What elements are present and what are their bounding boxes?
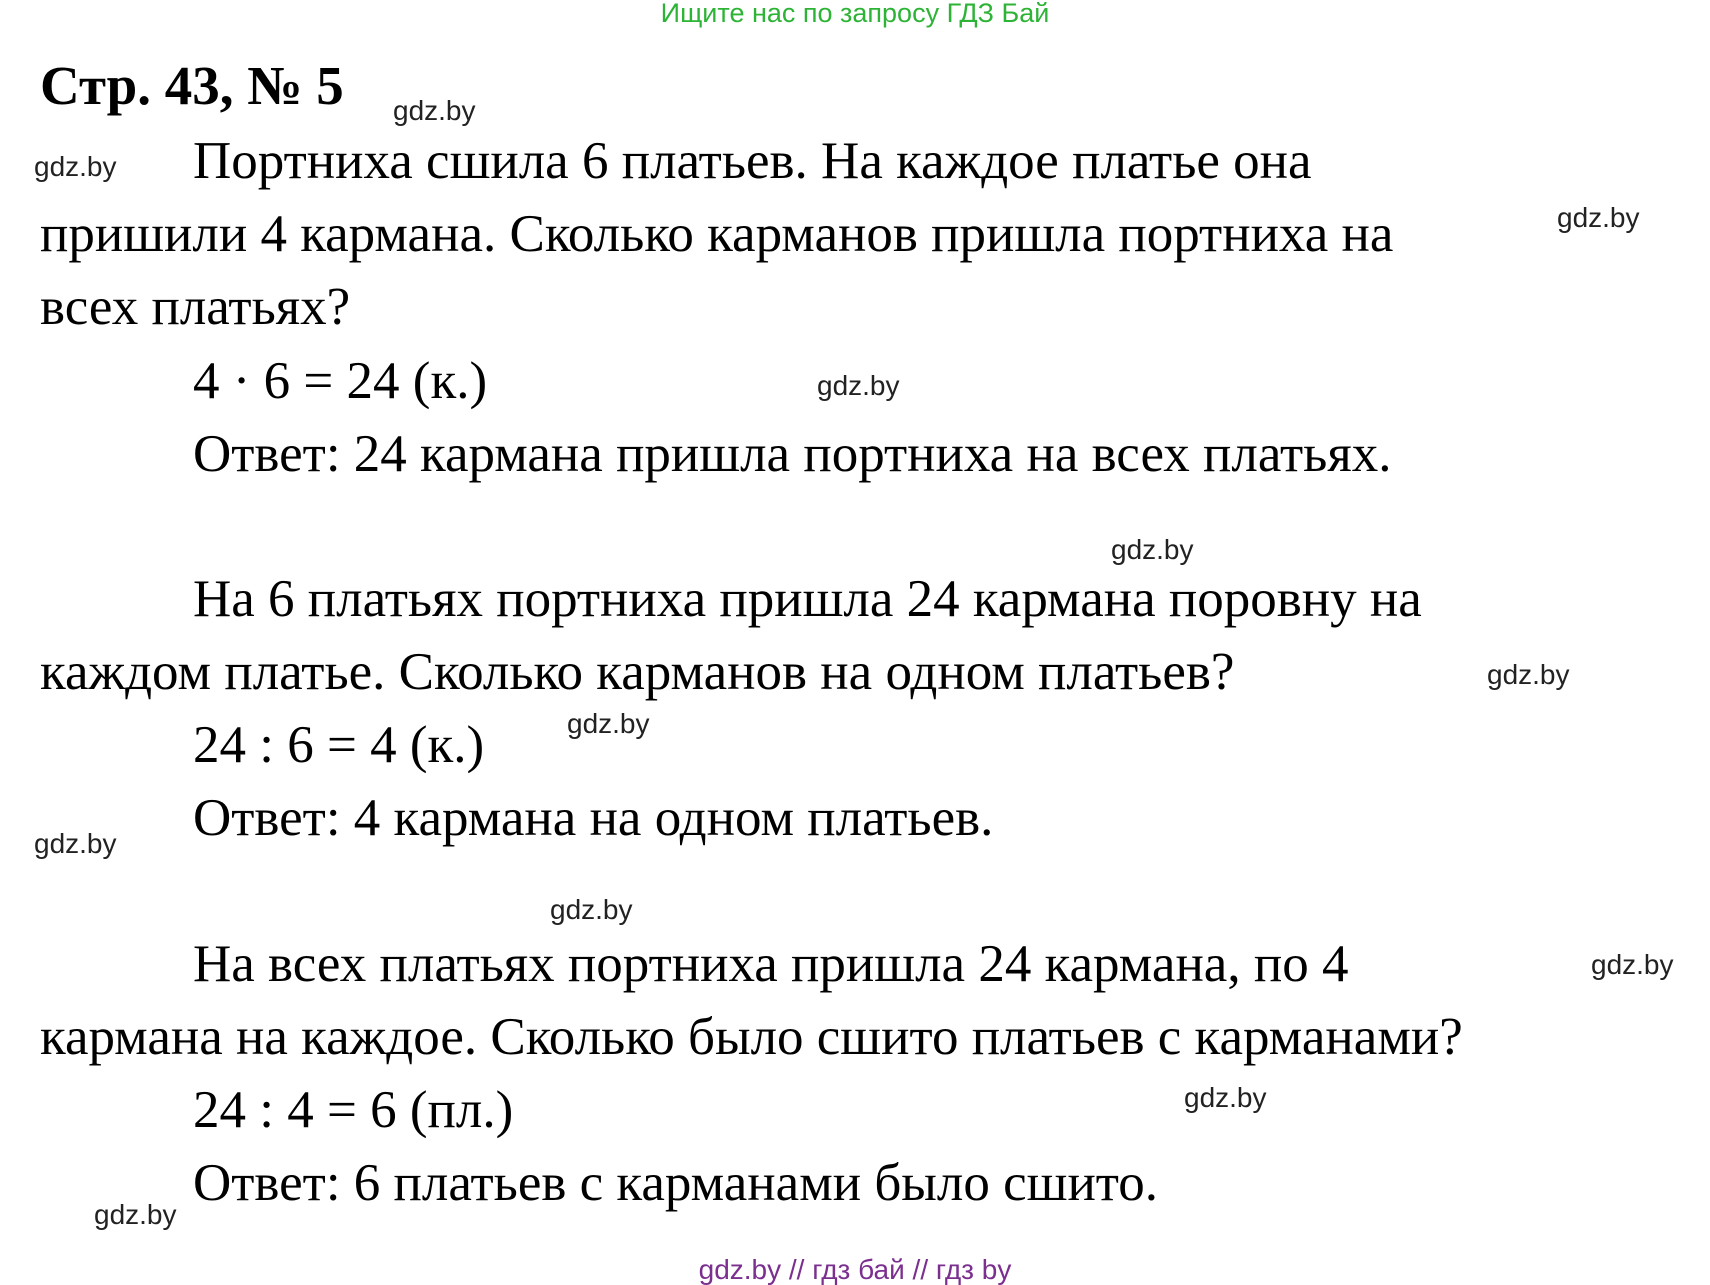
watermark: gdz.by [34,151,117,182]
task3-line2: кармана на каждое. Сколько было сшито платьев с карманами? [40,1008,1463,1066]
watermark: gdz.by [1111,534,1194,565]
watermark: gdz.by [1184,1082,1267,1113]
task3-solution: 24 : 4 = 6 (пл.) [193,1081,514,1139]
task1-answer: Ответ: 24 кармана пришла портниха на всех платьях. [193,425,1392,483]
watermark: gdz.by [1557,202,1640,233]
watermark: gdz.by [393,95,476,126]
task1-line1: Портниха сшила 6 платьев. На каждое платье она [193,132,1312,190]
watermark: gdz.by [567,708,650,739]
task2-line2: каждом платье. Сколько карманов на одном платьев? [40,643,1235,701]
watermark: gdz.by [34,828,117,859]
watermark: gdz.by [550,894,633,925]
watermark: gdz.by [1591,949,1674,980]
task1-solution: 4 · 6 = 24 (к.) [193,352,488,410]
task2-solution: 24 : 6 = 4 (к.) [193,716,485,774]
bottom-banner: gdz.by // гдз бай // гдз by [698,1254,1012,1285]
watermark: gdz.by [1487,659,1570,690]
task1-line2: пришили 4 кармана. Сколько карманов пришла портниха на [40,205,1394,263]
watermark: gdz.by [817,370,900,401]
watermark: gdz.by [94,1199,177,1230]
task3-answer: Ответ: 6 платьев с карманами было сшито. [193,1154,1159,1212]
top-banner: Ищите нас по запросу ГДЗ Бай [660,0,1050,28]
task1-line3: всех платьях? [40,278,351,336]
task2-line1: На 6 платьях портниха пришла 24 кармана поровну на [193,570,1422,628]
task3-line1: На всех платьях портниха пришла 24 кармана, по 4 [193,935,1349,993]
page-title: Стр. 43, № 5 [40,55,344,116]
task2-answer: Ответ: 4 кармана на одном платьев. [193,789,994,847]
